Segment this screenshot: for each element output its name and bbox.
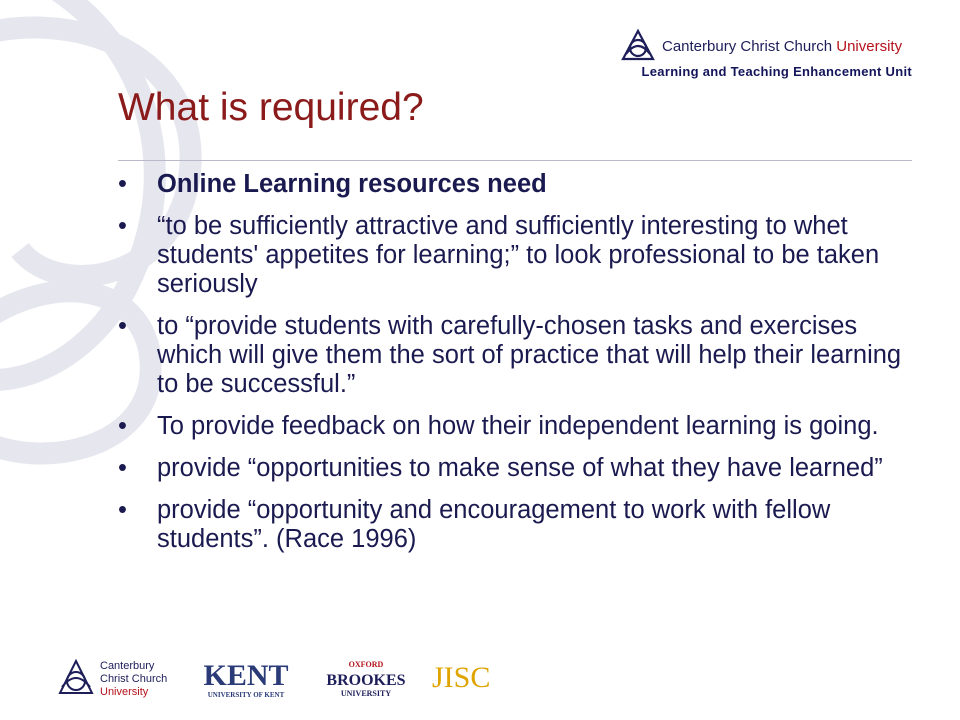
- bullet-item: [118, 454, 908, 483]
- logo-text-accent: University: [836, 37, 903, 55]
- cccu-footer-line2: Christ Church: [100, 673, 168, 685]
- bullet-marker: •: [118, 412, 127, 440]
- cccu-footer-logo: [56, 655, 181, 703]
- jisc-logo: [428, 655, 498, 703]
- bullet-list: [118, 170, 908, 567]
- jisc-logo-text: JISC: [432, 661, 491, 694]
- bullet-item: [118, 496, 908, 554]
- cccu-footer-line1: Canterbury: [100, 660, 155, 672]
- oxford-logo-top: OXFORD: [348, 660, 384, 669]
- cccu-crest-icon: [620, 28, 656, 64]
- header-logo: [620, 28, 902, 64]
- oxford-logo-main: BROOKES: [326, 672, 406, 689]
- header-logo-text: [662, 38, 902, 55]
- bullet-marker: •: [118, 496, 127, 524]
- cccu-footer-line3: University: [100, 686, 149, 698]
- bullet-text: “to be sufficiently attractive and sufficiently interesting to whet students' appetites for learning;” to look professional to be taken seriously: [157, 212, 880, 298]
- bullet-text: provide “opportunity and encouragement to work with fellow students”. (Race 1996): [157, 496, 831, 553]
- bullet-marker: •: [118, 212, 127, 240]
- bullet-marker: •: [118, 454, 127, 482]
- kent-logo: [196, 655, 296, 703]
- bullet-item: [118, 312, 908, 399]
- bullet-text: to “provide students with carefully-chosen tasks and exercises which will give them the sort of practice that will help their learning to be successful.”: [157, 312, 902, 398]
- bullet-text: provide “opportunities to make sense of what they have learned”: [157, 454, 883, 482]
- bullet-item: [118, 412, 908, 441]
- bullet-text: To provide feedback on how their independent learning is going.: [157, 412, 879, 440]
- kent-logo-sub: UNIVERSITY OF KENT: [207, 691, 285, 699]
- unit-label: Learning and Teaching Enhancement Unit: [641, 64, 912, 79]
- oxford-logo-sub: UNIVERSITY: [340, 689, 392, 698]
- bullet-item: [118, 170, 908, 199]
- bullet-marker: •: [118, 312, 127, 340]
- logo-text-main: Canterbury Christ Church: [662, 37, 833, 55]
- kent-logo-main: KENT: [203, 659, 289, 692]
- title-divider: [118, 160, 912, 161]
- bullet-item: [118, 212, 908, 299]
- oxford-brookes-logo: [326, 655, 406, 703]
- bullet-text: Online Learning resources need: [157, 170, 547, 198]
- slide-title: What is required?: [118, 86, 424, 129]
- bullet-marker: •: [118, 170, 127, 198]
